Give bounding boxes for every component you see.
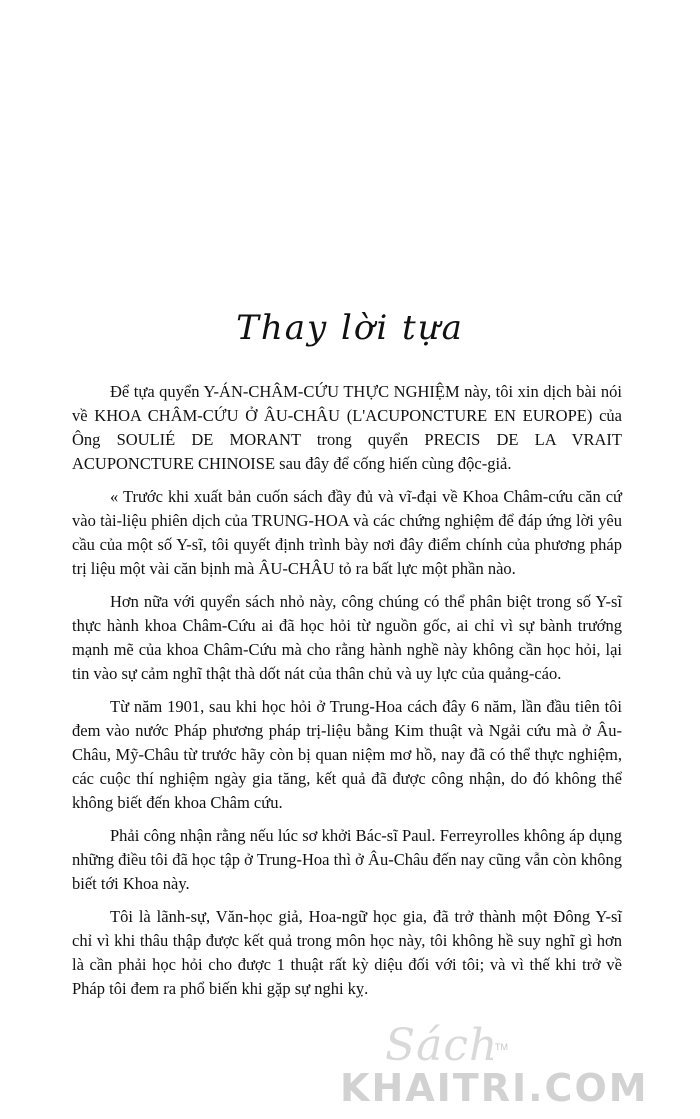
watermark-tm: TM bbox=[495, 1042, 508, 1052]
paragraph-4: Từ năm 1901, sau khi học hỏi ở Trung-Hoa cách đây 6 năm, lần đầu tiên tôi đem vào nước Pháp phương pháp trị-liệu bằng Kim thuật và Ngải cứu mà ở Âu-Châu, Mỹ-Châu từ trước hãy còn bị quan niệm mơ hồ, nay đã có thể thực nghiệm, các cuộc thí nghiệm ngày gia tăng, kết quả đã được công nhận, do đó không thể không biết đến khoa Châm cứu. bbox=[72, 697, 622, 812]
page-title: Thay lời tựa bbox=[236, 308, 464, 348]
paragraph-2: « Trước khi xuất bản cuốn sách đầy đủ và vĩ-đại về Khoa Châm-cứu căn cứ vào tài-liệu phiên dịch của TRUNG-HOA và các chứng nghiệm để đáp ứng lời yêu cầu của một số Y-sĩ, tôi quyết định trình bày nơi đây điểm chính của phương pháp trị liệu một vài căn bịnh mà ÂU-CHÂU tỏ ra bất lực một phần nào. bbox=[72, 487, 622, 578]
watermark-logo bbox=[340, 1020, 685, 1115]
paragraph-5: Phải công nhận rằng nếu lúc sơ khởi Bác-sĩ Paul. Ferreyrolles không áp dụng những điều tôi đã học tập ở Trung-Hoa thì ở Âu-Châu đến nay cũng vẫn còn không biết tới Khoa này. bbox=[72, 826, 622, 893]
watermark-script: Sách bbox=[385, 1020, 499, 1071]
watermark-brand: KHAITRI.COM bbox=[340, 1066, 649, 1110]
paragraph-6: Tôi là lãnh-sự, Văn-học giả, Hoa-ngữ học gia, đã trở thành một Đông Y-sĩ chỉ vì khi thâu thập được kết quả trong môn học này, tôi không hề suy nghĩ gì hơn là cần phải học hỏi cho được 1 thuật rất kỳ diệu đối với tôi; và vì thế khi trở về Pháp tôi đem ra phổ biến khi gặp sự nghi kỵ. bbox=[72, 907, 622, 998]
paragraph-1: Để tựa quyển Y-ÁN-CHÂM-CỨU THỰC NGHIỆM này, tôi xin dịch bài nói về KHOA CHÂM-CỨU Ở ÂU-CHÂU (L'ACUPONCTURE EN EUROPE) của Ông SOULIÉ DE MORANT trong quyển PRECIS DE LA VRAIT ACUPONCTURE CHINOISE sau đây để cống hiến cùng độc-giả. bbox=[72, 382, 622, 473]
paragraph-3: Hơn nữa với quyển sách nhỏ này, công chúng có thể phân biệt trong số Y-sĩ thực hành khoa Châm-Cứu ai đã học hỏi từ nguồn gốc, ai chỉ vì sự bành trướng mạnh mẽ của khoa Châm-Cứu mà cho rằng hành nghề này không cần học hỏi, lại tin vào sự cảm nghĩ thật thà dốt nát của thân chủ và uy lực của quảng-cáo. bbox=[72, 592, 622, 683]
body-text bbox=[72, 380, 622, 1010]
